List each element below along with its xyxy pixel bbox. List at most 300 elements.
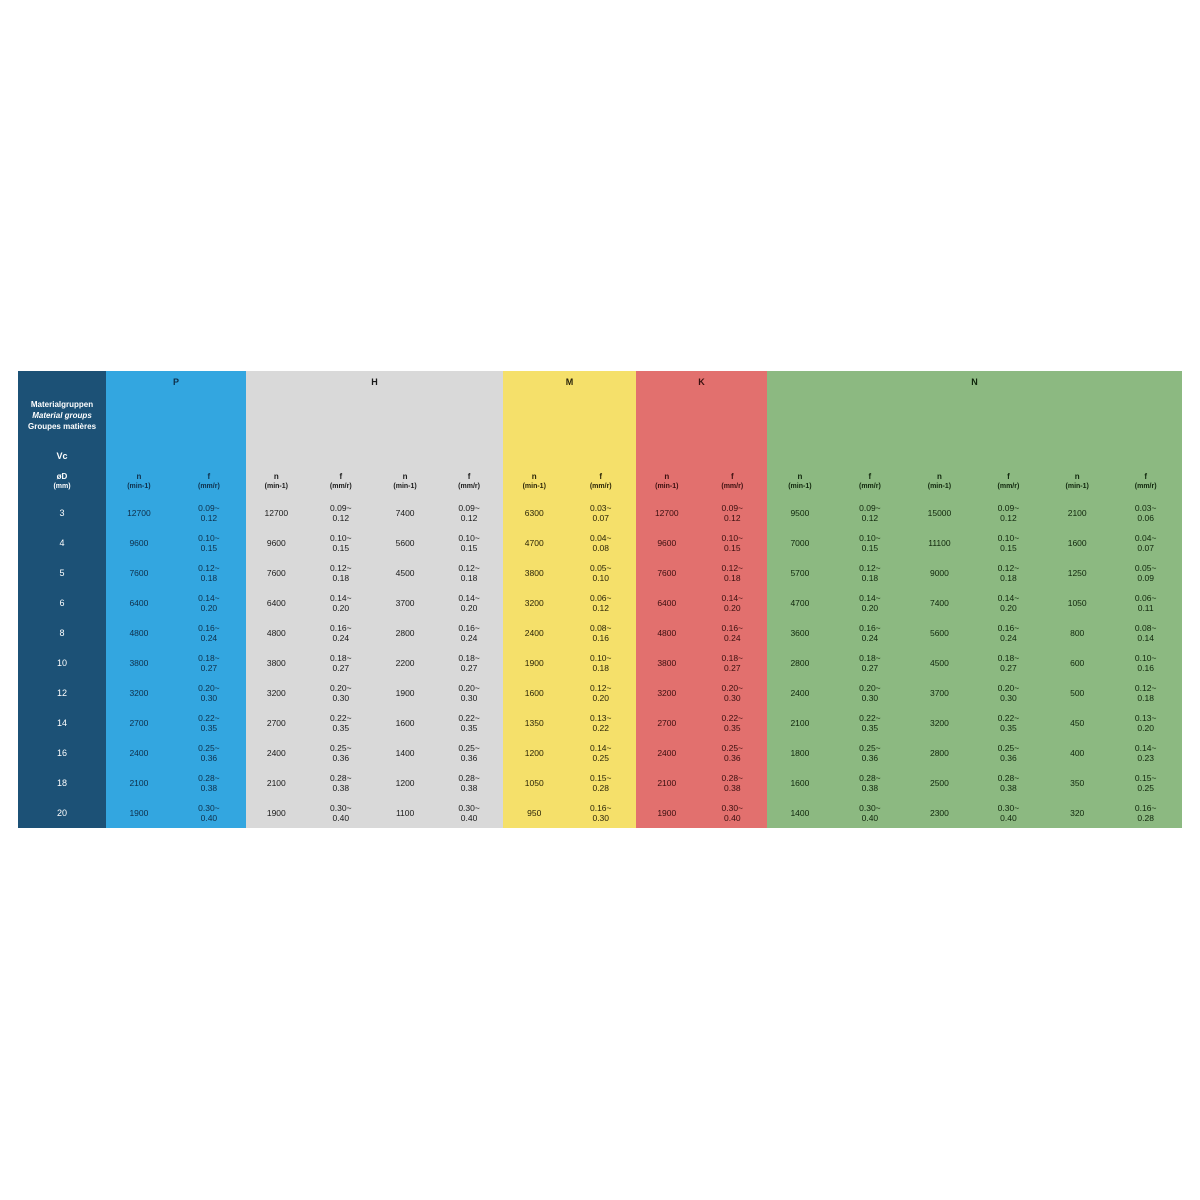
feed-value: 0.14~ 0.20: [458, 593, 480, 613]
speed-value: 12700: [127, 508, 151, 518]
speed-value: 5700: [790, 568, 810, 578]
feed-value: 0.16~ 0.24: [198, 623, 220, 643]
speed-value: 12700: [264, 508, 289, 518]
feed-value: 0.08~ 0.16: [589, 623, 612, 643]
diameter-value: 18: [56, 778, 67, 788]
feed-value: 0.04~ 0.08: [589, 533, 612, 553]
table-row: [907, 768, 1045, 798]
subgroup: [636, 394, 767, 828]
feed-value: 0.28~ 0.38: [458, 773, 480, 793]
vc-label: Vc: [56, 451, 68, 462]
material-groups-title-de: Materialgruppen: [30, 399, 94, 409]
feed-value: 0.08~ 0.14: [1134, 623, 1157, 643]
table-row: [636, 738, 767, 768]
speed-value: 12700: [654, 508, 679, 518]
diameter-value: 16: [56, 748, 67, 758]
diameter-value: 12: [56, 688, 67, 698]
speed-value: 800: [1070, 628, 1085, 638]
speed-value: 3200: [657, 688, 677, 698]
subgroups: [246, 394, 503, 828]
feed-value: 0.16~ 0.30: [589, 803, 612, 823]
feed-value: 0.18~ 0.27: [198, 653, 220, 673]
column-headers: [375, 466, 503, 498]
table-row: [907, 648, 1045, 678]
speed-value: 3700: [929, 688, 949, 698]
table-row: [636, 498, 767, 528]
speed-value: 1600: [1067, 538, 1087, 548]
table-row: [106, 738, 246, 768]
feed-value: 0.16~ 0.28: [1134, 803, 1157, 823]
table-row: [18, 708, 106, 738]
speed-value: 1900: [266, 808, 286, 818]
table-row: [375, 618, 503, 648]
table-row: [106, 678, 246, 708]
feed-value: 0.18~ 0.27: [997, 653, 1020, 673]
speed-value: 4800: [129, 628, 149, 638]
table-row: [907, 498, 1045, 528]
table-row: [375, 738, 503, 768]
speed-value: 2400: [657, 748, 677, 758]
diameter-value: 6: [59, 598, 65, 608]
speed-value: 5600: [395, 538, 415, 548]
speed-value: 11100: [928, 538, 951, 548]
speed-value: 7600: [266, 568, 286, 578]
feed-value: 0.12~ 0.18: [198, 563, 220, 583]
table-row: [503, 588, 636, 618]
table-row: [1045, 708, 1182, 738]
speed-value: 2100: [1067, 508, 1087, 518]
feed-value: 0.10~ 0.15: [330, 533, 352, 553]
feed-value: 0.20~ 0.30: [198, 683, 220, 703]
column-headers: [503, 466, 636, 498]
speed-value: 3200: [929, 718, 949, 728]
table-row: [767, 738, 907, 768]
diameter-value: 10: [56, 658, 67, 668]
table-row: [375, 678, 503, 708]
table-row: [767, 798, 907, 828]
feed-column-header: f (mm/r): [859, 472, 881, 490]
table-row: [375, 558, 503, 588]
speed-value: 2100: [266, 778, 286, 788]
table-row: [246, 588, 375, 618]
feed-value: 0.14~ 0.20: [198, 593, 220, 613]
speed-value: 1250: [1067, 568, 1087, 578]
speed-value: 1900: [657, 808, 677, 818]
feed-value: 0.14~ 0.23: [1134, 743, 1157, 763]
speed-value: 3800: [129, 658, 149, 668]
table-row: [636, 588, 767, 618]
feed-value: 0.22~ 0.35: [721, 713, 744, 733]
speed-value: 450: [1070, 718, 1085, 728]
feed-value: 0.20~ 0.30: [330, 683, 352, 703]
subgroup-names: [1045, 394, 1182, 446]
feed-value: 0.09~ 0.12: [997, 503, 1020, 523]
speed-value: 1200: [524, 748, 544, 758]
table-row: [246, 498, 375, 528]
cutting-speed-value: [246, 446, 375, 466]
table-row: [246, 528, 375, 558]
feed-value: 0.14~ 0.20: [721, 593, 744, 613]
table-row: [246, 678, 375, 708]
speed-value: 1350: [524, 718, 544, 728]
table-row: [767, 528, 907, 558]
subgroups: [106, 394, 246, 828]
feed-column-header: f (mm/r): [589, 472, 612, 490]
table-row: [636, 558, 767, 588]
speed-value: 7400: [395, 508, 415, 518]
speed-column-header: n (min-1): [927, 472, 952, 490]
speed-column-header: n (min-1): [788, 472, 812, 490]
speed-value: 2100: [129, 778, 149, 788]
speed-value: 7000: [790, 538, 810, 548]
subgroup-names: [907, 394, 1045, 446]
speed-value: 3200: [524, 598, 544, 608]
speed-value: 1900: [524, 658, 544, 668]
feed-value: 0.22~ 0.35: [997, 713, 1020, 733]
subgroup: [375, 394, 503, 828]
subgroup-names: [246, 394, 375, 446]
table-row: [1045, 498, 1182, 528]
table-row: [246, 798, 375, 828]
feed-value: 0.30~ 0.40: [198, 803, 220, 823]
table-row: [375, 798, 503, 828]
table-row: [246, 618, 375, 648]
speed-value: 1600: [395, 718, 415, 728]
feed-value: 0.25~ 0.36: [198, 743, 220, 763]
speed-value: 2400: [790, 688, 810, 698]
feed-value: 0.09~ 0.12: [721, 503, 744, 523]
table-row: [375, 498, 503, 528]
feed-value: 0.28~ 0.38: [859, 773, 881, 793]
table-row: [18, 678, 106, 708]
speed-value: 6400: [266, 598, 286, 608]
speed-value: 350: [1070, 778, 1085, 788]
speed-value: 9000: [929, 568, 949, 578]
diameter-rows: [18, 498, 106, 828]
table-row: [907, 588, 1045, 618]
data-rows: [106, 498, 246, 828]
speed-value: 320: [1070, 808, 1085, 818]
table-row: [503, 798, 636, 828]
table-row: [18, 558, 106, 588]
cutting-speed-value: [1045, 446, 1182, 466]
data-rows: [767, 498, 907, 828]
feed-value: 0.05~ 0.10: [589, 563, 612, 583]
speed-value: 1600: [524, 688, 544, 698]
data-rows: [503, 498, 636, 828]
table-row: [18, 528, 106, 558]
table-row: [503, 648, 636, 678]
speed-value: 7600: [129, 568, 149, 578]
feed-value: 0.09~ 0.12: [198, 503, 220, 523]
feed-value: 0.25~ 0.36: [330, 743, 352, 763]
speed-value: 1600: [790, 778, 810, 788]
feed-value: 0.18~ 0.27: [458, 653, 480, 673]
table-row: [18, 588, 106, 618]
feed-value: 0.25~ 0.36: [997, 743, 1020, 763]
table-row: [767, 558, 907, 588]
table-row: [907, 528, 1045, 558]
speed-column-header: n (min-1): [655, 472, 679, 490]
table-row: [636, 648, 767, 678]
table-row: [106, 528, 246, 558]
feed-value: 0.14~ 0.20: [997, 593, 1020, 613]
diameter-header: [18, 466, 106, 498]
speed-value: 3200: [266, 688, 286, 698]
feed-value: 0.15~ 0.25: [1134, 773, 1157, 793]
feed-value: 0.16~ 0.24: [859, 623, 881, 643]
table-row: [246, 558, 375, 588]
speed-value: 2700: [657, 718, 677, 728]
column-headers: [246, 466, 375, 498]
speed-value: 2200: [395, 658, 415, 668]
feed-value: 0.09~ 0.12: [458, 503, 480, 523]
column-headers: [767, 466, 907, 498]
speed-value: 1100: [395, 808, 415, 818]
feed-value: 0.13~ 0.20: [1134, 713, 1157, 733]
feed-value: 0.16~ 0.24: [458, 623, 480, 643]
feed-column-header: f (mm/r): [198, 472, 220, 490]
table-row: [246, 738, 375, 768]
table-row: [1045, 618, 1182, 648]
group-code: P: [172, 377, 179, 387]
material-groups-code: [18, 371, 106, 395]
table-row: [18, 798, 106, 828]
table-row: [636, 678, 767, 708]
table-row: [636, 798, 767, 828]
table-row: [375, 768, 503, 798]
speed-value: 2400: [129, 748, 149, 758]
feed-value: 0.14~ 0.20: [330, 593, 352, 613]
table-row: [18, 768, 106, 798]
feed-value: 0.28~ 0.38: [721, 773, 744, 793]
speed-value: 1900: [395, 688, 415, 698]
speed-value: 7600: [657, 568, 677, 578]
feed-value: 0.30~ 0.40: [721, 803, 744, 823]
speed-column-header: n (min-1): [264, 472, 288, 490]
feed-value: 0.12~ 0.18: [458, 563, 480, 583]
feed-value: 0.15~ 0.28: [589, 773, 612, 793]
material-groups-title-fr: Groupes matières: [27, 421, 97, 431]
speed-value: 2800: [790, 658, 810, 668]
table-row: [1045, 738, 1182, 768]
speed-value: 2800: [929, 748, 949, 758]
material-group-m: [503, 371, 636, 828]
feed-value: 0.16~ 0.24: [330, 623, 352, 643]
feed-value: 0.25~ 0.36: [859, 743, 881, 763]
feed-value: 0.10~ 0.18: [589, 653, 612, 673]
table-row: [503, 768, 636, 798]
feed-column-header: f (mm/r): [997, 472, 1020, 490]
speed-value: 9600: [129, 538, 149, 548]
feed-column-header: f (mm/r): [721, 472, 744, 490]
table-row: [907, 558, 1045, 588]
speed-column-header: n (min-1): [1065, 472, 1089, 490]
feed-value: 0.06~ 0.11: [1134, 593, 1157, 613]
speed-value: 2700: [266, 718, 286, 728]
table-row: [246, 768, 375, 798]
groups-container: [106, 371, 1182, 828]
data-rows: [1045, 498, 1182, 828]
speed-value: 3800: [657, 658, 677, 668]
speed-value: 2400: [266, 748, 286, 758]
speed-column-header: n (min-1): [127, 472, 151, 490]
table-row: [106, 648, 246, 678]
feed-value: 0.04~ 0.07: [1134, 533, 1157, 553]
table-row: [375, 528, 503, 558]
speed-value: 2100: [657, 778, 677, 788]
feed-value: 0.28~ 0.38: [330, 773, 352, 793]
subgroup-names: [106, 394, 246, 446]
speed-column-header: n (min-1): [393, 472, 417, 490]
speed-value: 2800: [395, 628, 415, 638]
feed-value: 0.10~ 0.15: [198, 533, 220, 553]
feed-value: 0.28~ 0.38: [997, 773, 1020, 793]
column-headers: [106, 466, 246, 498]
table-row: [767, 498, 907, 528]
feed-value: 0.25~ 0.36: [458, 743, 480, 763]
feed-value: 0.18~ 0.27: [859, 653, 881, 673]
speed-value: 1200: [395, 778, 415, 788]
feed-value: 0.30~ 0.40: [997, 803, 1020, 823]
subgroup-names: [767, 394, 907, 446]
feed-column-header: f (mm/r): [458, 472, 480, 490]
speed-value: 9500: [790, 508, 810, 518]
group-code: H: [371, 377, 378, 387]
table-row: [375, 708, 503, 738]
feed-value: 0.10~ 0.15: [458, 533, 480, 553]
diameter-value: 20: [56, 808, 67, 818]
speed-value: 2500: [929, 778, 949, 788]
data-rows: [246, 498, 375, 828]
subgroup-names: [636, 394, 767, 446]
table-row: [1045, 798, 1182, 828]
diameter-value: 14: [56, 718, 67, 728]
speed-value: 2300: [929, 808, 949, 818]
table-row: [246, 648, 375, 678]
feed-value: 0.03~ 0.07: [589, 503, 612, 523]
cutting-speed-value: [106, 446, 246, 466]
table-row: [106, 558, 246, 588]
feed-value: 0.20~ 0.30: [721, 683, 744, 703]
feed-value: 0.09~ 0.12: [330, 503, 352, 523]
table-row: [375, 648, 503, 678]
speed-value: 1050: [1067, 598, 1087, 608]
table-row: [503, 618, 636, 648]
subgroup: [503, 394, 636, 828]
table-row: [767, 618, 907, 648]
feed-value: 0.10~ 0.15: [859, 533, 881, 553]
feed-value: 0.16~ 0.24: [997, 623, 1020, 643]
table-row: [375, 588, 503, 618]
table-row: [503, 498, 636, 528]
speed-value: 6300: [524, 508, 544, 518]
subgroup: [767, 394, 907, 828]
speed-value: 15000: [927, 508, 952, 518]
table-row: [106, 498, 246, 528]
feed-value: 0.10~ 0.15: [721, 533, 744, 553]
speed-value: 7400: [929, 598, 949, 608]
diameter-value: 3: [59, 508, 65, 518]
feed-value: 0.12~ 0.20: [589, 683, 612, 703]
table-row: [246, 708, 375, 738]
feed-value: 0.12~ 0.18: [330, 563, 352, 583]
speed-value: 500: [1070, 688, 1085, 698]
cutting-speed-value: [636, 446, 767, 466]
table-row: [106, 618, 246, 648]
table-row: [767, 678, 907, 708]
feed-value: 0.20~ 0.30: [458, 683, 480, 703]
feed-value: 0.12~ 0.18: [721, 563, 744, 583]
table-row: [106, 798, 246, 828]
table-row: [1045, 648, 1182, 678]
column-headers: [907, 466, 1045, 498]
table-row: [907, 738, 1045, 768]
feed-value: 0.13~ 0.22: [589, 713, 612, 733]
table-row: [1045, 528, 1182, 558]
table-row: [503, 738, 636, 768]
subgroup: [907, 394, 1045, 828]
table-row: [1045, 558, 1182, 588]
feed-value: 0.22~ 0.35: [330, 713, 352, 733]
subgroups: [767, 394, 1182, 828]
subgroup: [106, 394, 246, 828]
table-row: [907, 678, 1045, 708]
speed-value: 1050: [524, 778, 544, 788]
table-row: [503, 678, 636, 708]
cutting-speed-value: [907, 446, 1045, 466]
feed-column-header: f (mm/r): [329, 472, 352, 490]
feed-value: 0.09~ 0.12: [859, 503, 881, 523]
speed-value: 2400: [524, 628, 544, 638]
speed-value: 9600: [266, 538, 286, 548]
feed-value: 0.16~ 0.24: [721, 623, 744, 643]
speed-value: 4500: [929, 658, 949, 668]
cutting-data-table: [18, 371, 1182, 828]
table-row: [18, 738, 106, 768]
feed-value: 0.14~ 0.25: [589, 743, 612, 763]
feed-value: 0.18~ 0.27: [721, 653, 744, 673]
speed-value: 4700: [524, 538, 544, 548]
cutting-speed-value: [767, 446, 907, 466]
table-row: [503, 708, 636, 738]
speed-value: 5600: [929, 628, 949, 638]
table-row: [767, 648, 907, 678]
speed-value: 1400: [790, 808, 810, 818]
feed-value: 0.22~ 0.35: [458, 713, 480, 733]
group-code: K: [698, 377, 705, 387]
material-groups-title: [18, 395, 106, 447]
feed-value: 0.22~ 0.35: [859, 713, 881, 733]
speed-value: 400: [1070, 748, 1085, 758]
speed-value: 2700: [129, 718, 149, 728]
feed-value: 0.30~ 0.40: [330, 803, 352, 823]
data-rows: [636, 498, 767, 828]
material-groups-column: [18, 371, 106, 828]
speed-column-header: n (min-1): [522, 472, 546, 490]
table-row: [636, 528, 767, 558]
material-group-n: [767, 371, 1182, 828]
subgroups: [636, 394, 767, 828]
table-row: [106, 588, 246, 618]
column-headers: [636, 466, 767, 498]
feed-value: 0.14~ 0.20: [859, 593, 881, 613]
table-row: [106, 768, 246, 798]
speed-value: 6400: [657, 598, 677, 608]
group-code: N: [971, 377, 978, 387]
table-row: [767, 768, 907, 798]
feed-value: 0.22~ 0.35: [198, 713, 220, 733]
